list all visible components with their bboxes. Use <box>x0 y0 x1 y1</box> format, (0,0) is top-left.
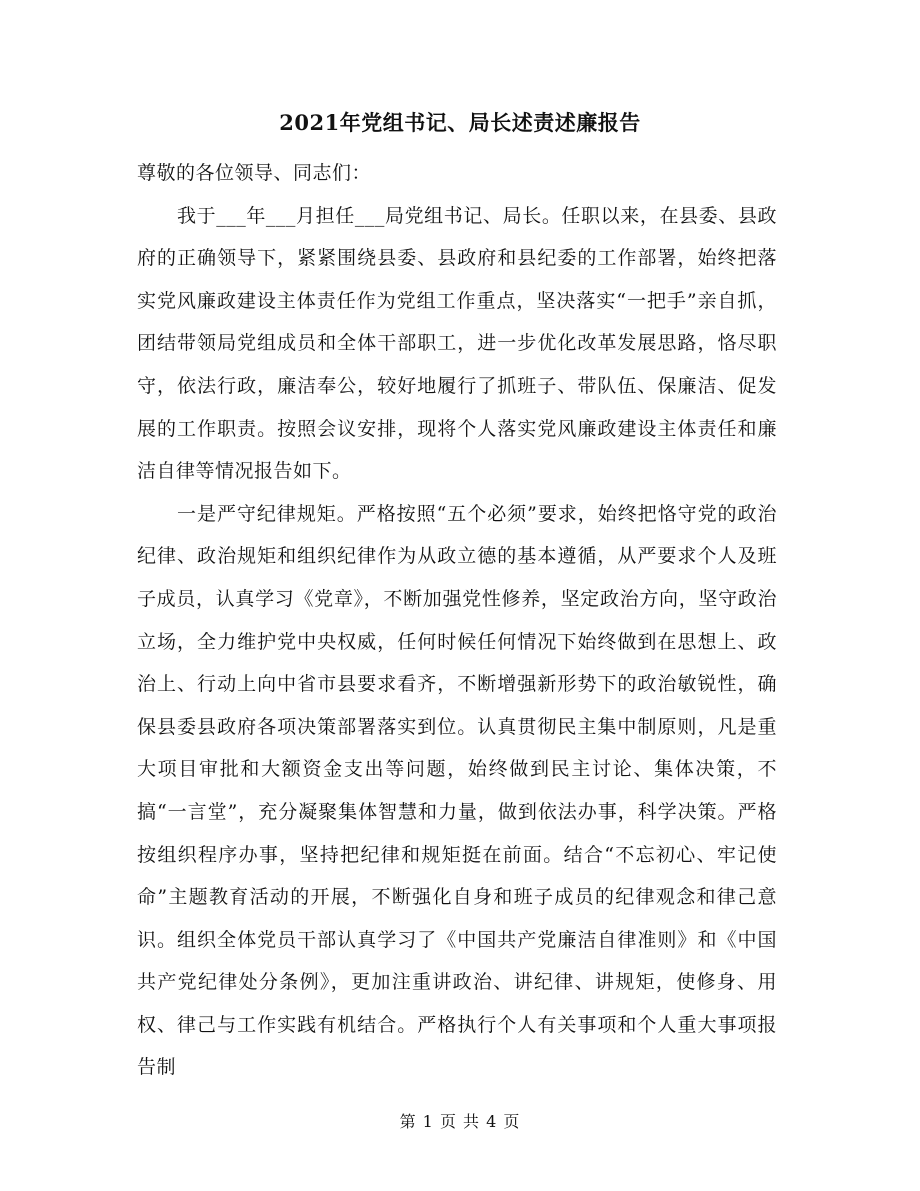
document-title: 2021年党组书记、局长述责述廉报告 <box>279 110 641 135</box>
salutation: 尊敬的各位领导、同志们： <box>137 162 372 184</box>
page-number-footer: 第 1 页 共 4 页 <box>399 1112 521 1131</box>
paragraph-discipline: 一是严守纪律规矩。严格按照“五个必须”要求，始终把恪守党的政治纪律、政治规矩和组织纪律作为从政立德的基本遵循，从严要求个人及班子成员，认真学习《党章》，不断加强党性修养，坚定政治方向，坚守政治立场，全力维护党中央权威，任何时候任何情况下始终做到在思想上、政治上、行动上向中省市县要求看齐，不断增强新形势下的政治敏锐性，确保县委县政府各项决策部署落实到位。认真贯彻民主集中制原则，凡是重大项目审批和大额资金支出等问题，始终做到民主讨论、集体决策，不搞“一言堂”，充分凝聚集体智慧和力量，做到依法办事，科学决策。严格按组织程序办事，坚持把纪律和规矩挺在前面。结合“不忘初心、牢记使命”主题教育活动的开展，不断强化自身和班子成员的纪律观念和律己意识。组织全体党员干部认真学习了《中国共产党廉洁自律准则》和《中国共产党纪律处分条例》，更加注重讲政治、讲纪律、讲规矩，使修身、用权、律己与工作实践有机结合。严格执行个人有关事项和个人重大事项报告制 <box>137 502 777 1079</box>
document-body <box>137 152 777 1089</box>
paragraph-appointment: 我于___年___月担任___局党组书记、局长。任职以来，在县委、县政府的正确领导下，紧紧围绕县委、县政府和县纪委的工作部署，始终把落实党风廉政建设主体责任作为党组工作重点，坚决落实“一把手”亲自抓，团结带领局党组成员和全体干部职工，进一步优化改革发展思路，恪尽职守，依法行政，廉洁奉公，较好地履行了抓班子、带队伍、保廉洁、促发展的工作职责。按照会议安排，现将个人落实党风廉政建设主体责任和廉洁自律等情况报告如下。 <box>137 204 777 483</box>
